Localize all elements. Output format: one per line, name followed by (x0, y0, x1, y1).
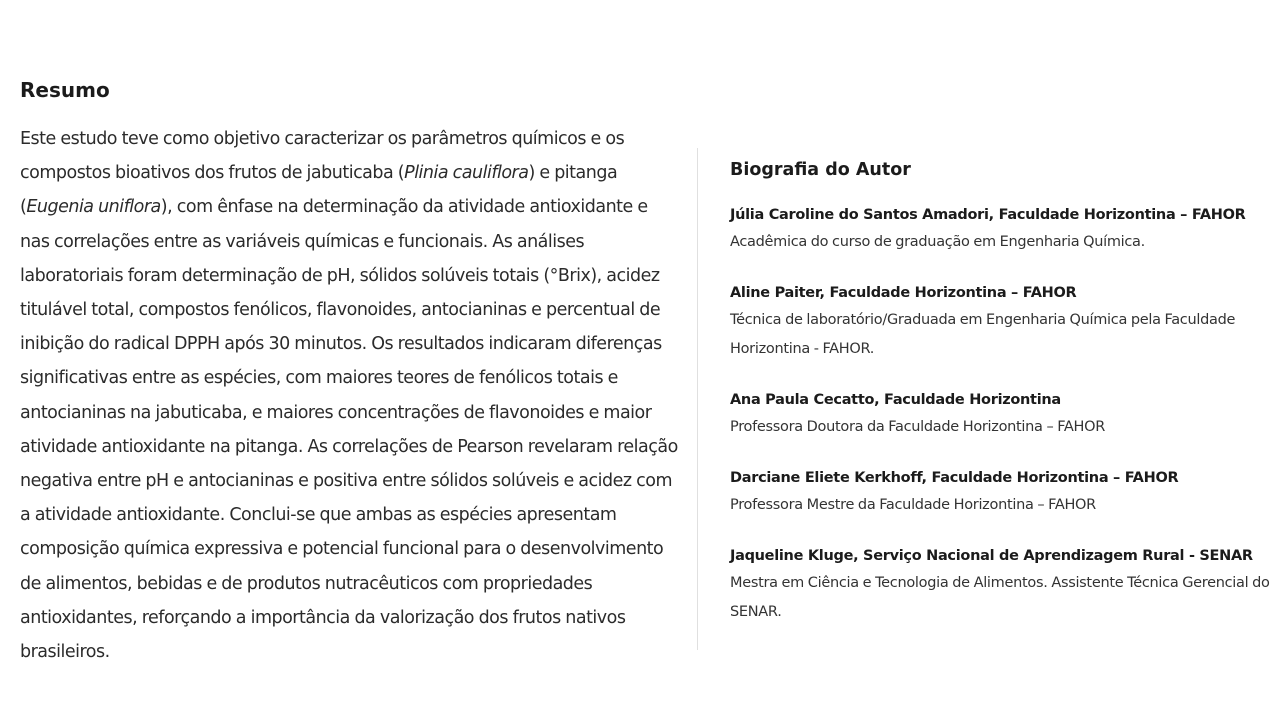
abstract-text-part-3: ), com ênfase na determinação da atividade antioxidante e nas correlações entre as variáveis químicas e funcionais. As análises laboratoriais foram determinação de pH, sólidos solúveis totais (°Brix), acidez titulável total, compostos fenólicos, flavonoides, antocianinas e percentual de inibição do radical DPPH após 30 minutos. Os resultados indicaram diferenças significativas entre as espécies, com maiores teores de fenólicos totais e antocianinas na jabuticaba, e maiores concentrações de flavonoides e maior atividade antioxidante na pitanga. As correlações de Pearson revelaram relação negativa entre pH e antocianinas e positiva entre sólidos solúveis e acidez com a atividade antioxidante. Conclui-se que ambas as espécies apresentam composição química expressiva e potencial funcional para o desenvolvimento de alimentos, bebidas e de produtos nutracêuticos com propriedades antioxidantes, reforçando a importância da valorização dos frutos nativos brasileiros. (20, 197, 678, 663)
author-description: Professora Mestre da Faculdade Horizontina – FAHOR (730, 497, 1096, 513)
author-entry (730, 465, 1278, 520)
author-name: Jaqueline Kluge, Serviço Nacional de Aprendizagem Rural - SENAR (730, 548, 1253, 564)
author-biography-section (730, 160, 1278, 650)
author-name: Ana Paula Cecatto, Faculdade Horizontina (730, 392, 1061, 408)
author-description: Acadêmica do curso de graduação em Engenharia Química. (730, 234, 1145, 250)
abstract-text (20, 122, 680, 669)
species-name-jabuticaba: Plinia cauliflora (404, 163, 529, 184)
author-name: Darciane Eliete Kerkhoff, Faculdade Horizontina – FAHOR (730, 470, 1179, 486)
author-description: Técnica de laboratório/Graduada em Engenharia Química pela Faculdade Horizontina - FAHOR. (730, 312, 1236, 357)
abstract-text-part-2: ) e pitanga ( (20, 163, 618, 218)
abstract-text-part-1: Este estudo teve como objetivo caracterizar os parâmetros químicos e os compostos bioativos dos frutos de jabuticaba ( (20, 129, 625, 184)
author-entry (730, 543, 1278, 627)
biography-heading: Biografia do Autor (730, 160, 911, 180)
author-entry (730, 202, 1278, 257)
author-description: Professora Doutora da Faculdade Horizontina – FAHOR (730, 419, 1106, 435)
column-divider (697, 148, 698, 650)
author-description: Mestra em Ciência e Tecnologia de Alimentos. Assistente Técnica Gerencial do SENAR. (730, 575, 1270, 620)
author-entry (730, 387, 1278, 442)
author-entry (730, 280, 1278, 364)
author-name: Aline Paiter, Faculdade Horizontina – FAHOR (730, 285, 1077, 301)
author-name: Júlia Caroline do Santos Amadori, Faculdade Horizontina – FAHOR (730, 207, 1246, 223)
species-name-pitanga: Eugenia uniflora (26, 197, 161, 218)
abstract-section (20, 72, 680, 669)
abstract-heading: Resumo (20, 78, 110, 102)
